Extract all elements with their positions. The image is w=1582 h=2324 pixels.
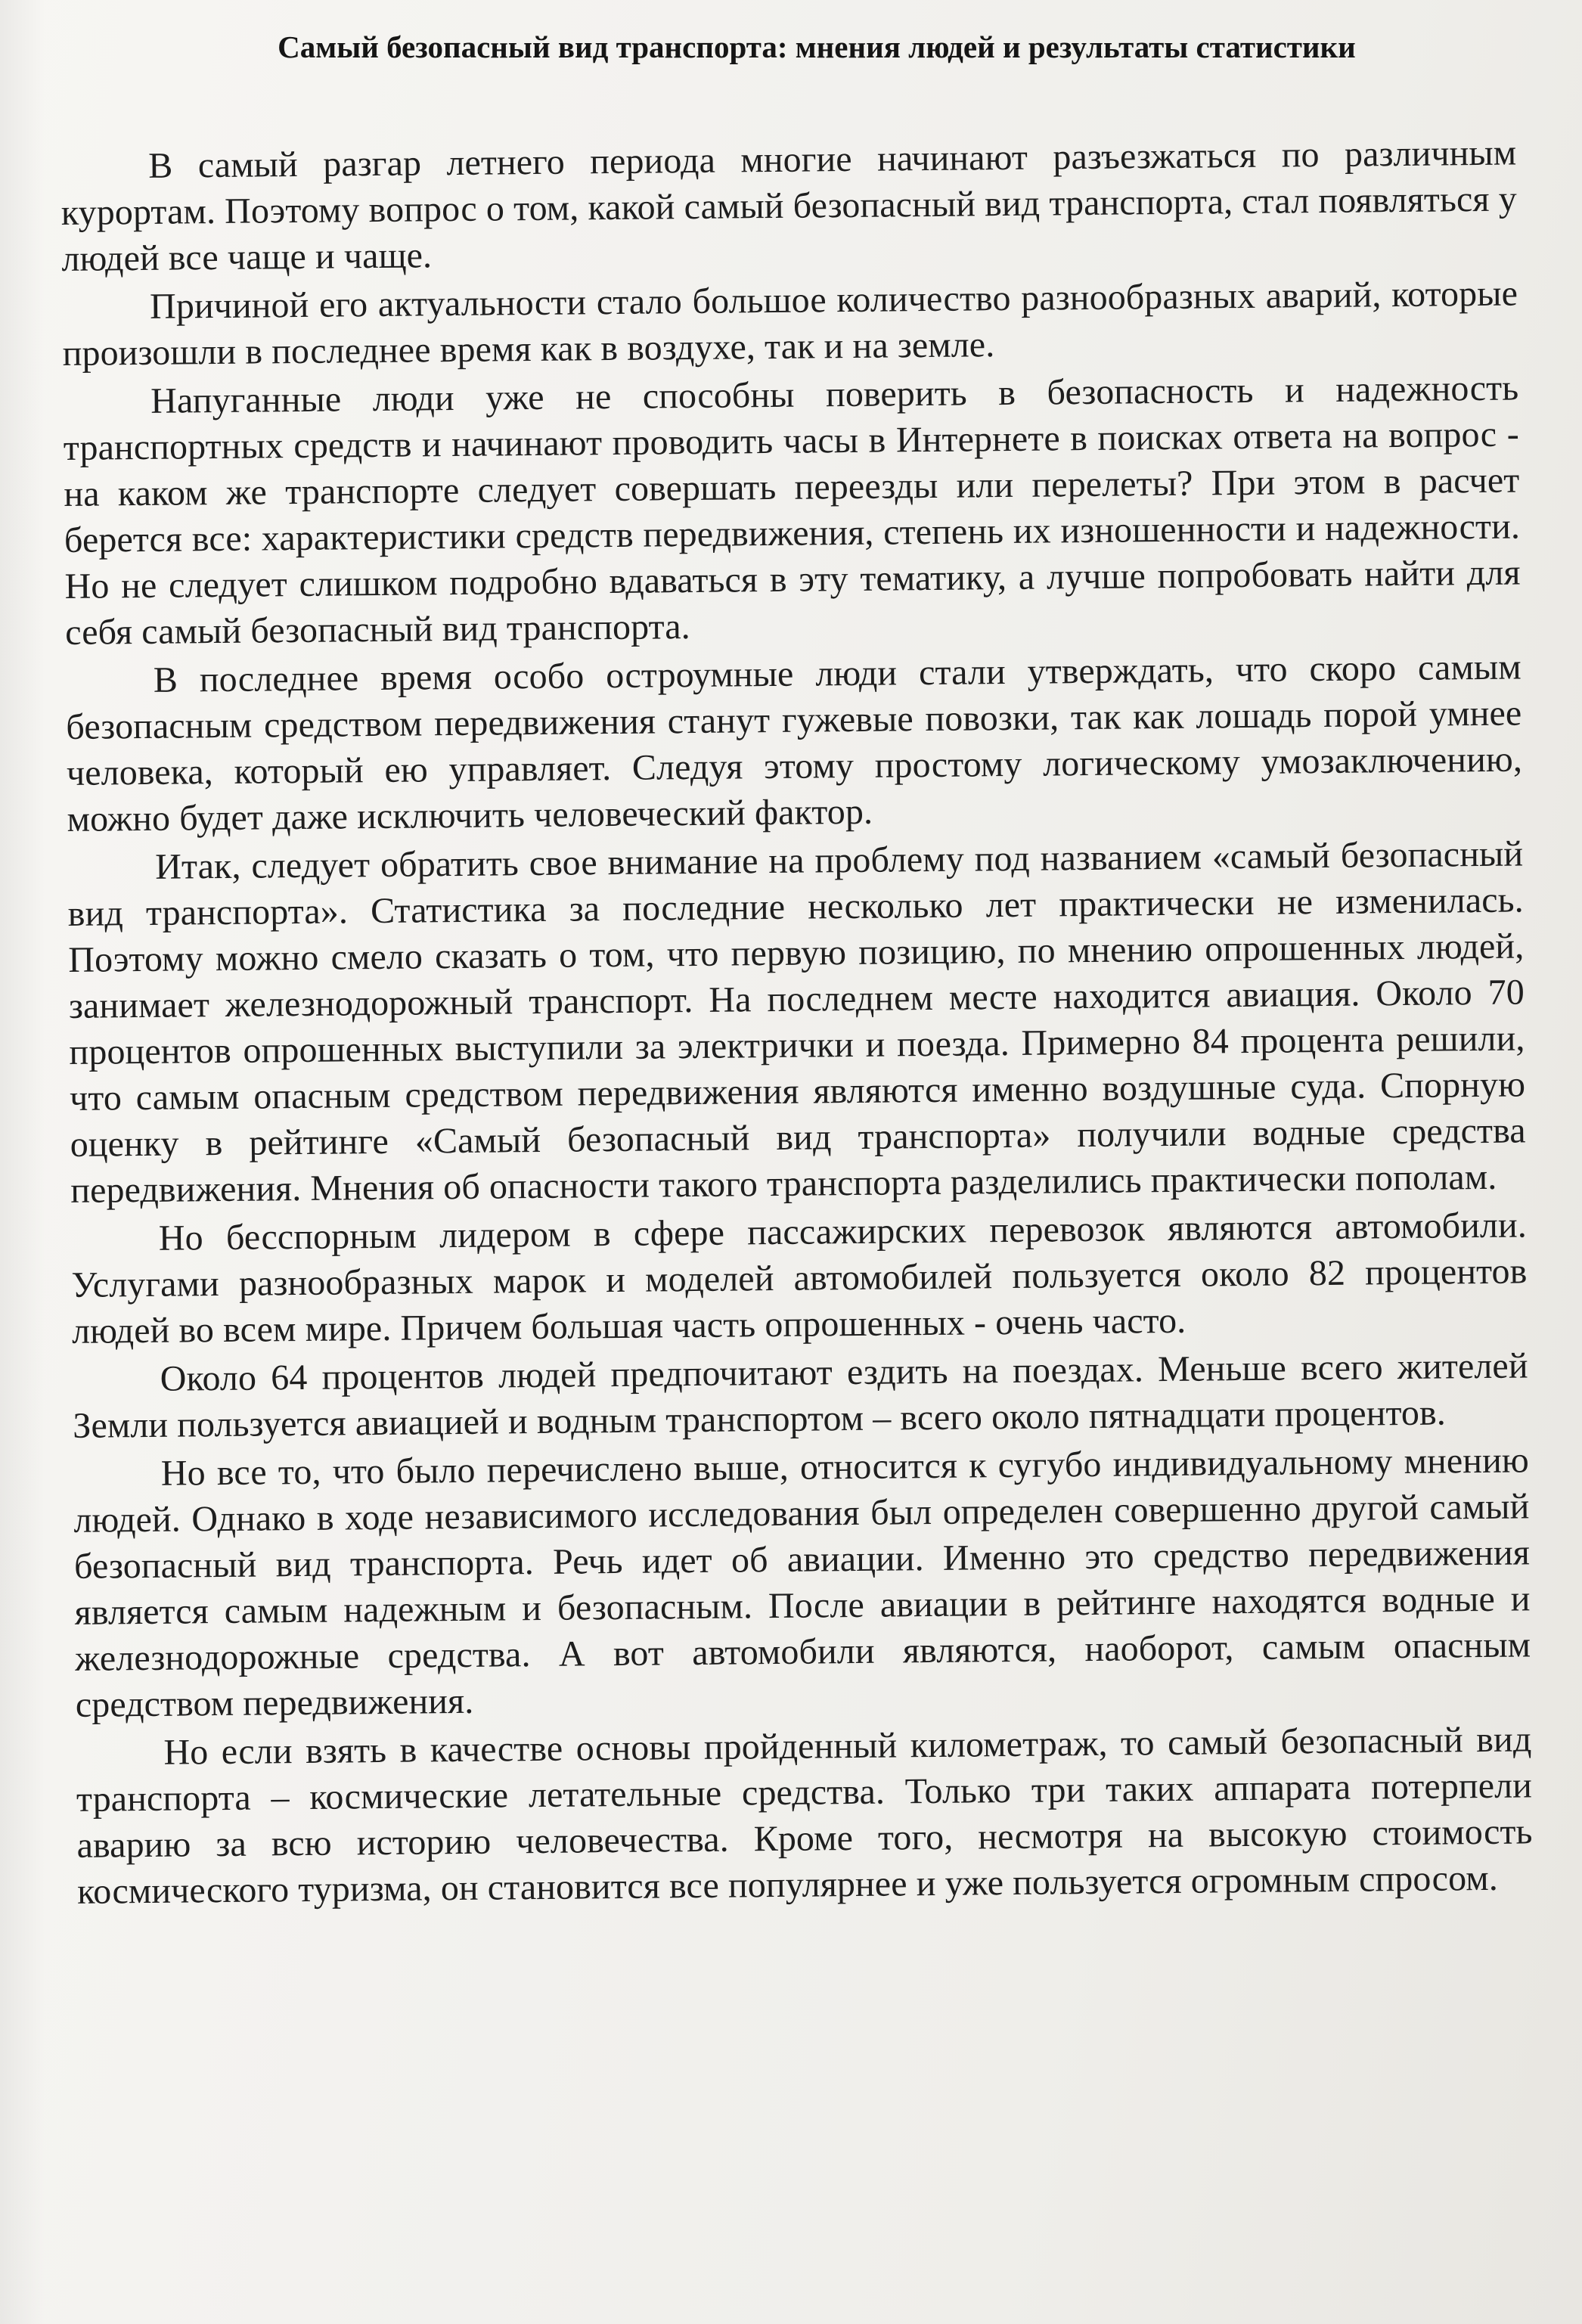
paragraph-6: Но бесспорным лидером в сфере пассажирских перевозок являются автомобили. Услугами разнообразных марок и моделей автомобилей пользуется около 82 процентов людей во всем мире. Причем большая часть опрошенных - очень часто. [71,1205,1528,1351]
paragraph-2: Причиной его актуальности стало большое количество разнообразных аварий, которые произошли в последнее время как в воздухе, так и на земле. [62,273,1518,374]
paragraph-4: В последнее время особо остроумные люди стали утверждать, что скоро самым безопасным средством передвижения станут гужевые повозки, так как лошадь порой умнее человека, который ею управляет. Следуя этому простому логическому умозаключению, можно будет даже исключить человеческий фактор. [66,647,1523,839]
paragraph-5: Итак, следует обратить свое внимание на проблему под названием «самый безопасный вид транспорта». Статистика за последние несколько лет практически не изменилась. Поэтому можно смело сказать о том, что первую позицию, по мнению опрошенных людей, занимает железнодорожный транспорт. На последнем месте находится авиация. Около 70 процентов опрошенных выступили за электрички и поезда. Примерно 84 процента решили, что самым опасным средством передвижения являются именно воздушные суда. Спорную оценку в рейтинге «Самый безопасный вид транспорта» получили водные средства передвижения. Мнения об опасности такого транспорта разделились практически пополам. [67,833,1526,1211]
page-edge-shadow [0,0,45,2324]
paragraph-3: Напуганные люди уже не способны поверить в безопасность и надежность транспортных средств и начинают проводить часы в Интернете в поисках ответа на вопрос - на каком же транспорте следует совершать переезды или перелеты? При этом в расчет берется все: характеристики средств передвижения, степень их изношенности и надежности. Но не следует слишком подробно вдаваться в эту тематику, а лучше попробовать найти для себя самый безопасный вид транспорта. [63,368,1521,653]
paragraph-9: Но если взять в качестве основы пройденный километраж, то самый безопасный вид транспорта – космические летательные средства. Только три таких аппарата потерпели аварию за всю историю человечества. Кроме того, несмотря на высокую стоимость космического туризма, он становится все популярнее и уже пользуется огромным спросом. [76,1719,1533,1912]
article-body [60,130,1533,1917]
page-title: Самый безопасный вид транспорта: мнения людей и результаты статистики [278,29,1356,64]
paragraph-7: Около 64 процентов людей предпочитают ездить на поездах. Меньше всего жителей Земли пользуется авиацией и водным транспортом – всего около пятнадцати процентов. [73,1345,1528,1446]
paragraph-1: В самый разгар летнего периода многие начинают разъезжаться по различным курортам. Поэтому вопрос о том, какой самый безопасный вид транспорта, стал появляться у людей все чаще и чаще. [60,132,1518,279]
paragraph-8: Но все то, что было перечислено выше, относится к сугубо индивидуальному мнению людей. Однако в ходе независимого исследования был определен совершенно другой самый безопасный вид транспорта. Речь идет об авиации. Именно это средство передвижения является самым надежным и безопасным. После авиации в рейтинге находятся водные и железнодорожные средства. А вот автомобили являются, наоборот, самым опасным средством передвижения. [73,1440,1531,1725]
